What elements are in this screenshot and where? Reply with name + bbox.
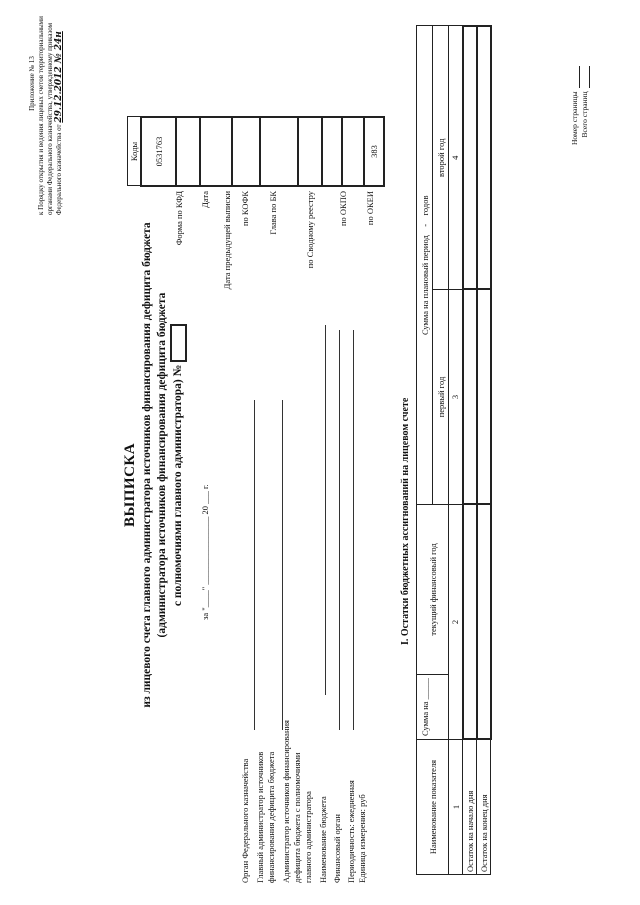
table-cell[interactable] — [463, 290, 477, 505]
code-label: по ОКПО — [338, 191, 348, 227]
col-num: 3 — [449, 290, 463, 505]
appendix-signature: 29.12.2012 № 24н — [54, 31, 64, 123]
col-header-planned: Сумма на плановый период - годов — [417, 26, 433, 505]
account-number-box[interactable] — [170, 324, 187, 362]
page-number: Номер страницы — [570, 66, 580, 145]
col-header-second: второй год — [433, 26, 449, 290]
codes-header: Коды — [128, 117, 142, 186]
table-cell[interactable] — [477, 505, 491, 740]
field-label: дефицита бюджета с полномочиями — [292, 752, 302, 883]
field-label: финансирования дефицита бюджета — [266, 751, 276, 883]
col-header-current: текущий финансовый год — [417, 505, 449, 675]
field-label: главного администратора — [303, 791, 313, 883]
col-header-first: первый год — [433, 290, 449, 505]
codes-cell — [298, 117, 322, 186]
codes-cell: 0531763 — [141, 117, 176, 186]
appendix-line: Приложение № 13 — [28, 56, 36, 111]
left-labels — [240, 720, 368, 883]
codes-cell — [322, 117, 342, 186]
col-header-blank — [433, 675, 449, 740]
code-label: по КОФК — [240, 191, 250, 227]
code-label: Дата предыдущей выписки — [222, 191, 232, 290]
code-label: Форма по КФД — [174, 191, 184, 246]
appendix-line: органами Федерального казначейства, утвержденному приказом — [46, 22, 54, 215]
subtitle-line: (администратора источников финансирования дефицита бюджета — [156, 292, 168, 638]
document-title: ВЫПИСКА — [122, 442, 138, 527]
col-num: 2 — [449, 505, 463, 740]
period-date-line: за "____" ________________ 20 ___ г. — [200, 484, 210, 620]
field-underline[interactable] — [353, 330, 354, 730]
codes-cell — [260, 117, 298, 186]
codes-table — [127, 116, 385, 187]
field-underline[interactable] — [254, 400, 255, 730]
field-label: Наименование бюджета — [318, 796, 328, 883]
col-num: 4 — [449, 26, 463, 290]
col-header-name: Наименование показателя — [417, 740, 449, 875]
code-label: по ОКЕИ — [365, 191, 375, 226]
field-label: Главный администратор источников — [255, 751, 265, 883]
field-underline[interactable] — [282, 400, 283, 730]
field-underline[interactable] — [325, 325, 326, 695]
field-label: Финансовый орган — [332, 814, 342, 883]
field-label: Единица измерения: руб — [357, 794, 367, 883]
code-label: Глава по БК — [268, 191, 278, 235]
code-label: Дата — [200, 191, 210, 208]
table-row-label: Остаток на конец дня — [477, 740, 491, 875]
codes-cell: 383 — [364, 117, 384, 186]
table-cell[interactable] — [477, 26, 491, 290]
codes-cell — [200, 117, 232, 186]
field-label: Периодичность: ежедневная — [346, 780, 356, 883]
codes-cell — [342, 117, 364, 186]
field-label: Орган Федерального казначейства — [240, 758, 250, 883]
total-pages: Всего страниц — [580, 66, 590, 145]
balances-table — [416, 25, 492, 875]
appendix-note — [28, 16, 64, 215]
field-label: Администратор источников финансирования — [281, 720, 291, 883]
code-label: по Сводному реестру — [305, 191, 315, 269]
col-header-sum-on: Сумма на _____ — [417, 675, 433, 740]
table-cell[interactable] — [477, 290, 491, 505]
table-cell[interactable] — [463, 26, 477, 290]
section-title: I. Остатки бюджетных ассигнований на лицевом счете — [400, 397, 411, 645]
appendix-line: к Порядку открытия и ведения лицевых счетов территориальными — [37, 16, 45, 215]
field-underline[interactable] — [339, 330, 340, 730]
subtitle-line: с полномочиями главного администратора) № — [170, 165, 187, 765]
table-row-label: Остаток на начало дня — [463, 740, 477, 875]
codes-cell — [176, 117, 200, 186]
col-num: 1 — [449, 740, 463, 875]
page-footer — [570, 66, 590, 145]
table-cell[interactable] — [463, 505, 477, 740]
subtitle-line: из лицевого счета главного администратора источников финансирования дефицита бюджета — [141, 222, 153, 708]
codes-cell — [232, 117, 260, 186]
appendix-line: Федерального казначейства от 29.12.2012 № 24н — [54, 31, 64, 215]
